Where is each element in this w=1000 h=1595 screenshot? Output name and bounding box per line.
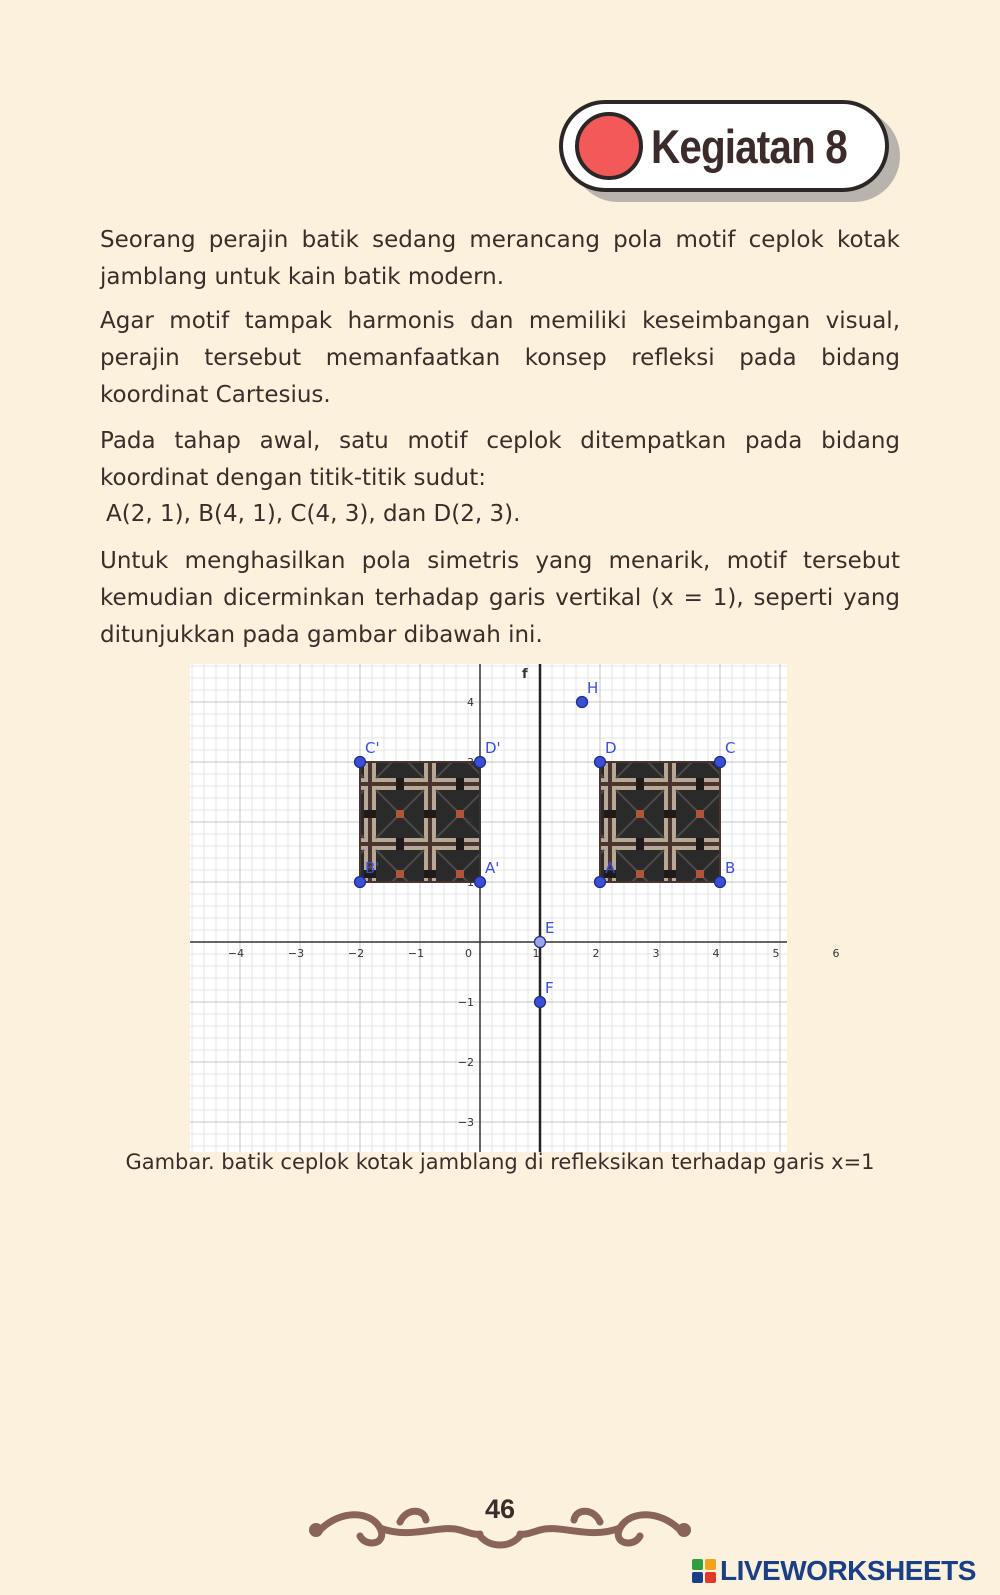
- x-tick-label: −3: [287, 947, 305, 960]
- point-label-H: H: [587, 679, 599, 697]
- x-tick-label: −1: [407, 947, 425, 960]
- liveworksheets-logo-icon: [692, 1559, 716, 1583]
- figure-caption: Gambar. batik ceplok kotak jamblang di refleksikan terhadap garis x=1: [125, 1150, 875, 1174]
- y-tick-label: −2: [457, 1056, 474, 1069]
- point-E: [535, 937, 546, 948]
- point-label-B: B: [725, 859, 736, 877]
- paragraph-purpose: Agar motif tampak harmonis dan memiliki keseimbangan visual, perajin tersebut memanfaatkan konsep refleksi pada bidang koordinat Cartesius.: [100, 308, 900, 408]
- x-tick-label: −4: [227, 947, 245, 960]
- point-H: [577, 697, 588, 708]
- x-tick-label: 1: [532, 947, 540, 960]
- x-tick-label: 5: [772, 947, 780, 960]
- activity-title-badge: [559, 100, 889, 192]
- point-label-C-prime: C': [365, 739, 380, 757]
- point-B-prime: [355, 877, 366, 888]
- point-C: [715, 757, 726, 768]
- brand-name: LIVEWORKSHEETS: [720, 1555, 976, 1586]
- point-label-B-prime: B': [365, 859, 380, 877]
- point-label-D: D: [605, 739, 617, 757]
- red-dot-icon: [575, 112, 643, 180]
- corner-coordinates: A(2, 1), B(4, 1), C(4, 3), dan D(2, 3).: [106, 501, 521, 527]
- point-D-prime: [475, 757, 486, 768]
- x-tick-label: −2: [347, 947, 365, 960]
- y-tick-label: 2: [467, 816, 474, 829]
- point-F: [535, 997, 546, 1008]
- y-tick-label: −3: [457, 1116, 474, 1129]
- paragraph-initial-stage: Pada tahap awal, satu motif ceplok ditempatkan pada bidang koordinat dengan titik-titik sudut:: [100, 428, 900, 491]
- cartesian-reflection-figure: [190, 664, 840, 1152]
- point-label-E: E: [545, 919, 555, 937]
- origin-label: 0: [465, 947, 472, 960]
- liveworksheets-brand: [692, 1555, 976, 1587]
- point-A-prime: [475, 877, 486, 888]
- point-A: [595, 877, 606, 888]
- y-tick-label: −1: [457, 996, 474, 1009]
- y-tick-label: 1: [467, 876, 474, 889]
- x-tick-label: 4: [712, 947, 720, 960]
- x-tick-label: 2: [592, 947, 600, 960]
- point-B: [715, 877, 726, 888]
- y-tick-label: 3: [467, 756, 474, 769]
- y-tick-label: 4: [467, 696, 474, 709]
- point-label-C: C: [725, 739, 736, 757]
- point-label-A-prime: A': [485, 859, 500, 877]
- activity-title: Kegiatan 8: [651, 119, 847, 173]
- mirror-line-label: f: [522, 667, 528, 682]
- x-tick-label: 3: [652, 947, 660, 960]
- point-D: [595, 757, 606, 768]
- point-label-D-prime: D': [485, 739, 501, 757]
- paragraph-reflection: Untuk menghasilkan pola simetris yang menarik, motif tersebut kemudian dicerminkan terhadap garis vertikal (x = 1), seperti yang ditunjukkan pada gambar dibawah ini.: [100, 548, 900, 648]
- x-tick-label: 6: [832, 947, 840, 960]
- point-C-prime: [355, 757, 366, 768]
- point-label-F: F: [545, 979, 554, 997]
- original-batik-motif: [600, 762, 720, 882]
- point-label-A: A: [605, 859, 616, 877]
- page-number: 46: [484, 1494, 516, 1524]
- paragraph-intro: Seorang perajin batik sedang merancang pola motif ceplok kotak jamblang untuk kain batik modern.: [100, 227, 900, 290]
